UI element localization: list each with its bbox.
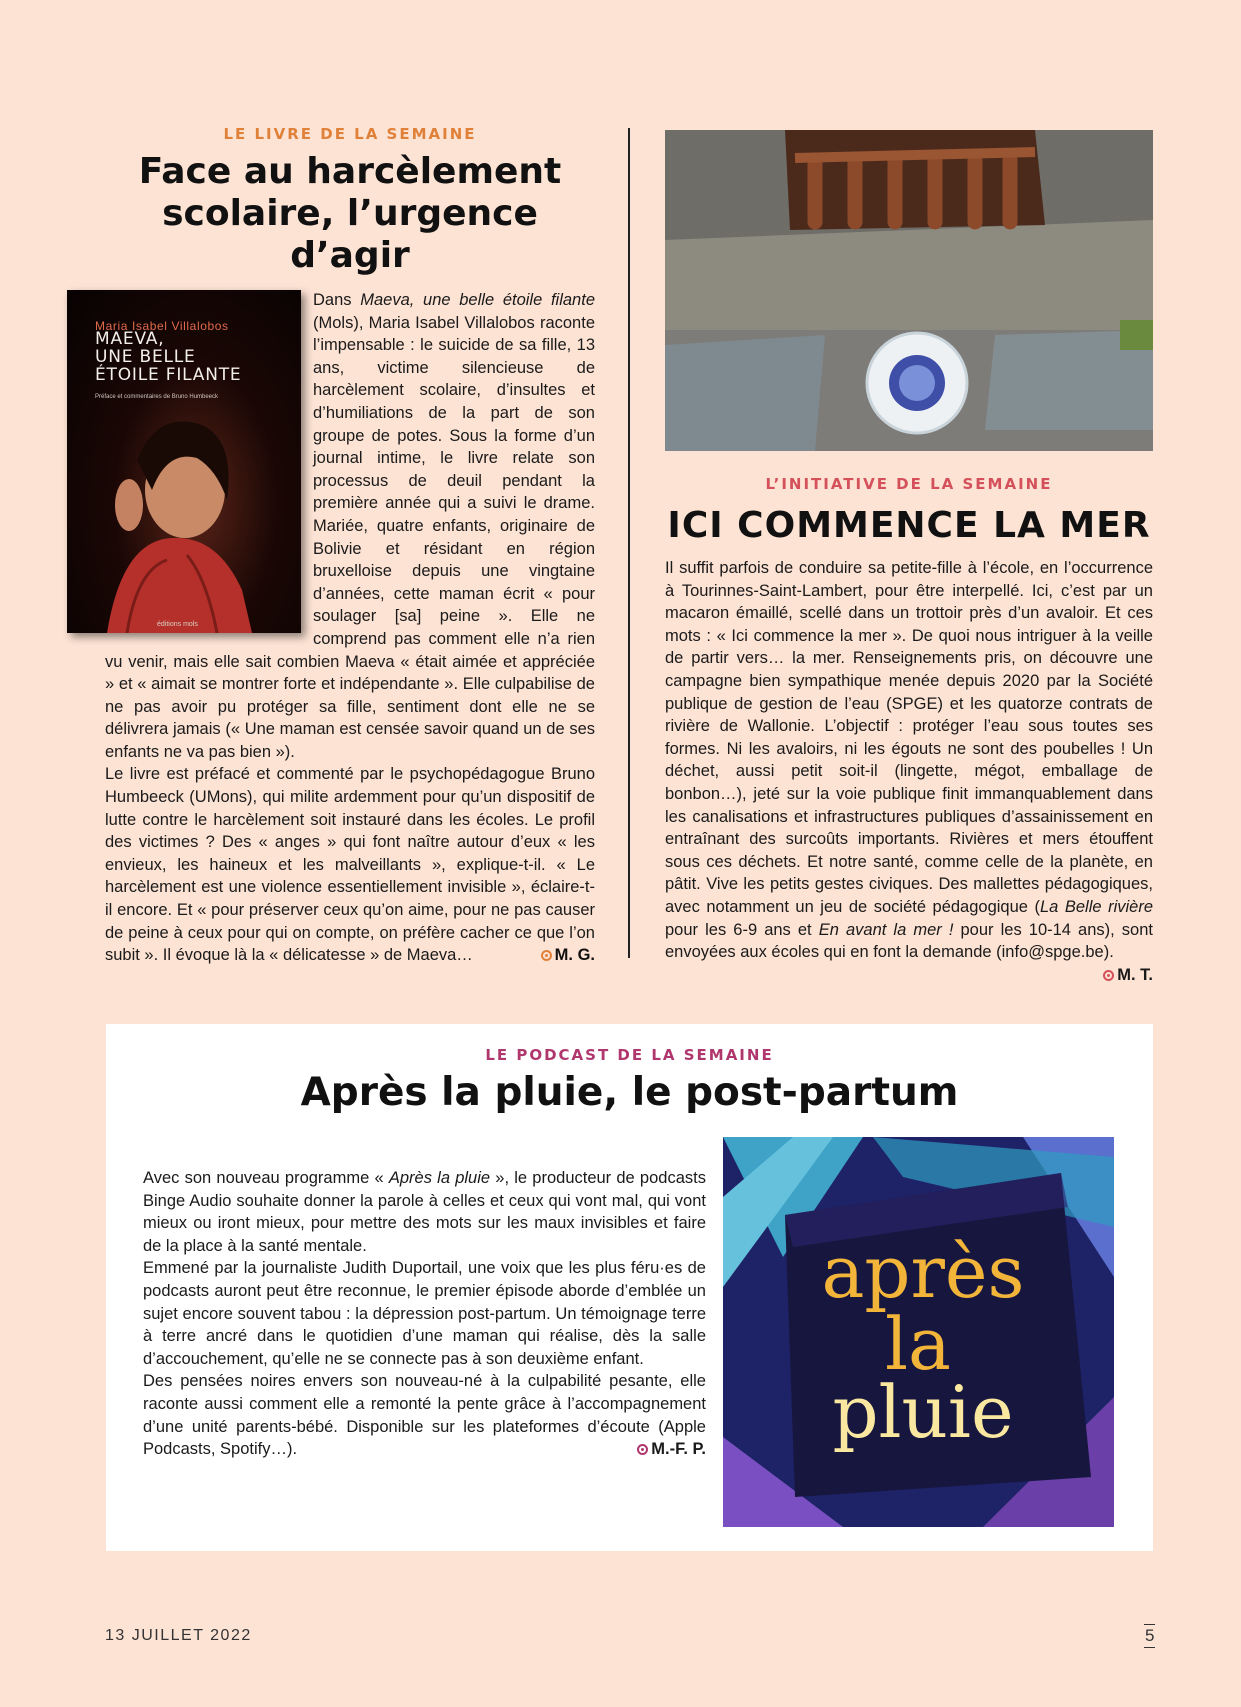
podcast-art-illustration <box>723 1137 1114 1527</box>
signature-dot-icon <box>637 1444 648 1455</box>
podcast-paragraph-2: Emmené par la journaliste Judith Duportail, une voix que les plus féru·es de podcasts auront peut être reconnue, le premier épisode aborde d’emblée un sujet encore souvent tabou : la dépression post-partum. Un témoignage terre à terre ancré dans le quotidien d’une maman qui réalise, dès la salle d’accouchement, qu’elle ne se connecte pas à son deuxième enfant. <box>143 1259 706 1368</box>
column-divider <box>628 128 630 958</box>
text-run: (Mols), Maria Isabel Villalobos raconte l’impensable : le suicide de sa fille, 13 ans, victime silencieuse de harcèlement scolaire, d’insultes et d’humiliations de la part de son groupe de potes. Sous la forme d’un journal intime, le livre relate son processus de deuil pendant la première année qui a suivi le drame. Mariée, quatre enfants, originaire de Bolivie et résidant en région bruxelloise depuis une vingtaine d’années, cette maman écrit « pour soulager [sa] peine ». Elle ne comprend pas comment elle n’a rien vu venir, mais elle sait combien Maeva « était aimée et appréciée » et « aimait se montrer forte et indépendante ». Elle culpabilise de ne pas avoir pu protéger sa fille, sentiment dont elle ne se délivrera jamais (« Une maman est censée savoir quand un de ses enfants ne va pas bien »). <box>105 313 595 761</box>
text-run: », le producteur de podcasts Binge Audio souhaite donner la parole à celles et ceux qui vont mal, qui vont mieux ou iront mieux, pour mettre des mots sur les maux invisibles et faire de la place à la santé mentale. <box>143 1169 706 1255</box>
footer-date: 13 JUILLET 2022 <box>105 1627 252 1644</box>
text-run: Avec son nouveau programme « <box>143 1169 389 1187</box>
book-signature <box>541 944 595 967</box>
text-run: pour les 6-9 ans et <box>665 920 819 939</box>
book-headline: Face au harcèlement scolaire, l’urgence d’agir <box>138 151 562 276</box>
cover-publisher: éditions mols <box>157 621 198 628</box>
signature-dot-icon <box>1103 970 1114 981</box>
art-word-la: la <box>885 1302 951 1386</box>
book-body <box>95 289 595 967</box>
signature-text: M.-F. P. <box>651 1440 706 1459</box>
podcast-paragraph-1 <box>143 1167 706 1257</box>
text-run: Le livre est préfacé et commenté par le psychopédagogue Bruno Humbeeck (UMons), qui milite ardemment pour qu’un dispositif de lutte contre le harcèlement soit instauré dans les écoles. Le profil des victimes ? Des « anges » qui font naître autour d’eux « les envieux, les haineux et les malveillants », explique-t-il. « Le harcèlement est une violence essentiellement invisible », éclaire-t-il encore. Et « pour préserver ceux qu’on aime, pour ne pas causer de peine à ceux pour qui on compte, on préfère cacher ce que l’on subit ». Il évoque là la « délicatesse » de Maeva… <box>105 765 595 965</box>
cover-preface: Préface et commentaires de Bruno Humbeeck <box>95 394 219 400</box>
signature-text: M. T. <box>1117 965 1153 984</box>
cover-title-line: ÉTOILE FILANTE <box>95 365 242 385</box>
book-cover-image <box>67 290 301 633</box>
signature-dot-icon <box>541 950 552 961</box>
game-title-italic: En avant la mer ! <box>818 920 954 939</box>
page-number: 5 <box>1144 1624 1155 1648</box>
sea-headline: ICI COMMENCE LA MER <box>667 505 1151 546</box>
podcast-article <box>106 1024 1153 1551</box>
cover-author: Maria Isabel Villalobos <box>95 319 229 333</box>
text-run: Il suffit parfois de conduire sa petite-fille à l’école, en l’occurrence à Tourinnes-Saint-Lambert, pour être interpellé. Ici, c’est par un macaron émaillé, scellé dans un trottoir près d’un avaloir. Et ces mots : « Ici commence la mer ». De quoi nous intriguer à la veille de partir vers… la mer. Renseignements pris, on découvre une campagne bien sympathique menée depuis 2020 par la Société publique de gestion de l’eau (SPGE) et les quatorze contrats de rivière de Wallonie. L’objectif : protéger l’eau sous toutes ses formes. Ni les avaloirs, ni les égouts ne sont des poubelles ! Un déchet, aussi petit soit-il (lingette, mégot, emballage de bonbon…), jeté sur la voie publique finit immanquablement dans les canalisations et infrastructures publiques d’assainissement en entraînant des surcoûts importants. Rivières et mers étouffent sous ces déchets. Et notre santé, comme celle de la planète, en pâtit. Vive les petits gestes civiques. Des mallettes pédagogiques, avec notamment un jeu de société pédagogique ( <box>665 559 1153 916</box>
podcast-headline: Après la pluie, le post-partum <box>300 1070 959 1115</box>
book-article <box>95 125 595 967</box>
text-run: Des pensées noires envers son nouveau-né à la culpabilité pesante, elle raconte aussi comment elle a remonté la pente grâce à l’accompagnement d’une unité parents-bébé. Disponible sur les plateformes d’écoute (Apple Podcasts, Spotify…). <box>143 1372 706 1459</box>
signature-text: M. G. <box>554 946 595 965</box>
cover-title-line: UNE BELLE <box>95 347 196 367</box>
podcast-signature <box>637 1438 706 1461</box>
sea-article <box>665 475 1153 986</box>
cover-title <box>95 330 241 384</box>
cover-title-line: MAEVA, <box>95 329 165 349</box>
game-title-italic: La Belle rivière <box>1039 897 1153 916</box>
book-paragraph-2 <box>105 763 595 966</box>
podcast-kicker: LE PODCAST DE LA SEMAINE <box>485 1046 774 1064</box>
sea-kicker: L’INITIATIVE DE LA SEMAINE <box>765 475 1053 493</box>
text-run: Dans <box>313 291 361 309</box>
podcast-body <box>143 1167 706 1461</box>
art-word-apres: après <box>821 1230 1025 1314</box>
storm-drain-illustration <box>665 130 1153 451</box>
art-word-pluie: pluie <box>832 1370 1014 1454</box>
storm-drain-photo <box>665 130 1153 451</box>
podcast-title-italic: Après la pluie <box>388 1169 491 1187</box>
book-kicker: LE LIVRE DE LA SEMAINE <box>223 125 477 143</box>
sea-signature <box>1103 964 1153 987</box>
sea-body <box>665 557 1153 984</box>
book-title-italic: Maeva, une belle étoile filante <box>360 291 595 309</box>
podcast-cover-art <box>723 1137 1114 1527</box>
podcast-paragraph-3 <box>143 1370 706 1460</box>
sea-paragraph <box>665 557 1153 984</box>
text-run: pour les 10-14 ans), sont envoyées aux écoles qui en font la demande (info@spge.be). <box>665 920 1153 962</box>
